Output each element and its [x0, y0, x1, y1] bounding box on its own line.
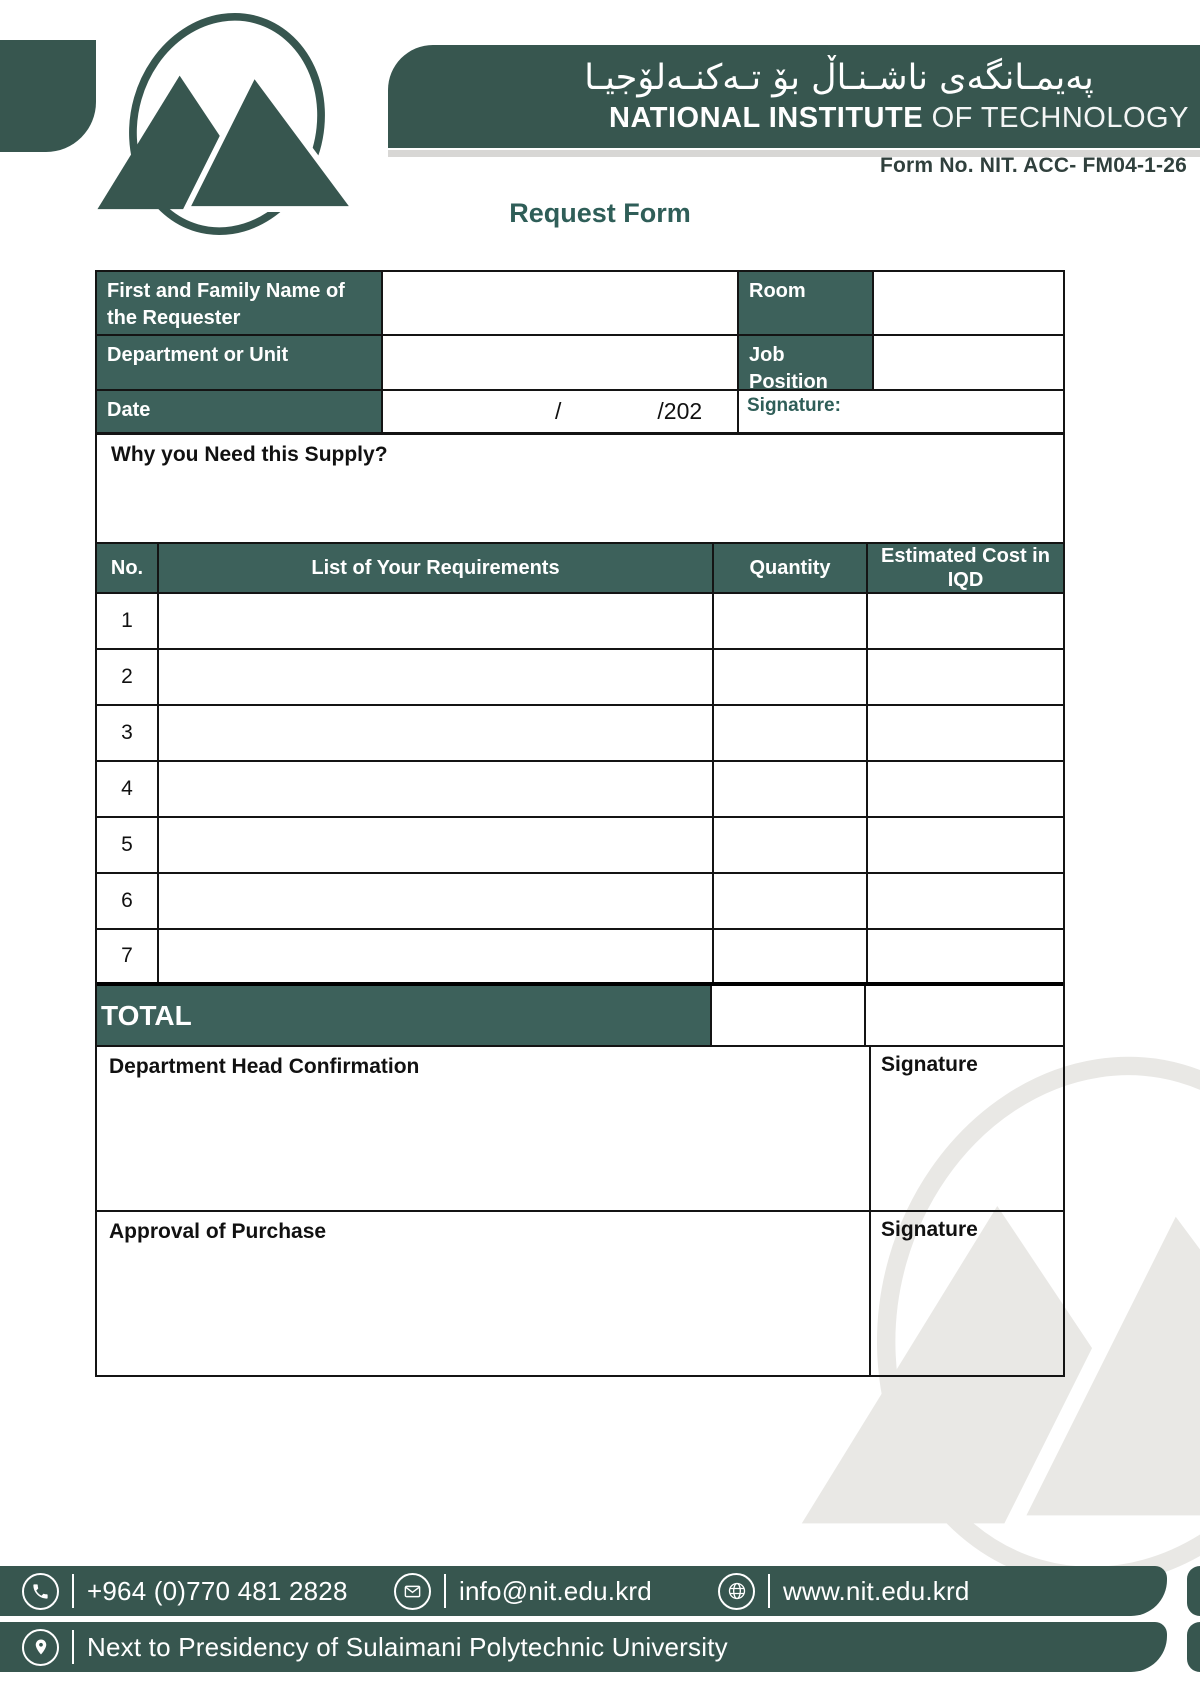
- cost-field: [868, 594, 1063, 648]
- quantity-field: [714, 930, 868, 982]
- requirement-row-3: [97, 706, 1063, 762]
- date-label: Date: [97, 391, 383, 432]
- footer-divider: [768, 1574, 770, 1608]
- globe-icon: [718, 1573, 755, 1610]
- requirement-row-4: [97, 762, 1063, 818]
- row-number: 6: [97, 874, 159, 928]
- requester-row: [97, 272, 1063, 336]
- footer-email-group: [394, 1566, 652, 1616]
- org-name-kurdish: پەیمـانگەی ناشـنـاڵ بۆ تـەکنـەلۆجیـا: [584, 58, 1094, 99]
- quantity-field: [714, 874, 868, 928]
- header-banner: [388, 45, 1200, 148]
- row-number: 4: [97, 762, 159, 816]
- room-label: Room: [739, 272, 874, 334]
- requirement-field: [159, 874, 714, 928]
- form-number: Form No. NIT. ACC- FM04-1-26: [879, 154, 1187, 177]
- footer-divider: [72, 1574, 74, 1608]
- requirement-row-7: [97, 930, 1063, 986]
- list-column-header: List of Your Requirements: [159, 544, 714, 592]
- department-field: [383, 336, 739, 389]
- room-field: [874, 272, 1063, 334]
- phone-icon: [22, 1573, 59, 1610]
- quantity-field: [714, 594, 868, 648]
- requester-signature-label: Signature:: [747, 395, 841, 416]
- quantity-field: [714, 818, 868, 872]
- org-name-english: [609, 102, 1189, 135]
- requirement-field: [159, 930, 714, 982]
- requirements-header-row: [97, 544, 1063, 594]
- row-number: 7: [97, 930, 159, 982]
- department-head-signature-cell: [871, 1047, 1063, 1210]
- requirement-row-2: [97, 650, 1063, 706]
- total-cost-field: [866, 986, 1063, 1045]
- org-name-english-light: OF TECHNOLOGY: [923, 101, 1189, 134]
- footer-edge-shape: [1187, 1622, 1200, 1672]
- footer-phone-group: [22, 1566, 348, 1616]
- cost-field: [868, 818, 1063, 872]
- requirement-field: [159, 594, 714, 648]
- quantity-column-header: Quantity: [714, 544, 868, 592]
- requirement-field: [159, 706, 714, 760]
- row-number: 3: [97, 706, 159, 760]
- footer-website-group: [718, 1566, 970, 1616]
- department-label: Department or Unit: [97, 336, 383, 389]
- row-number: 1: [97, 594, 159, 648]
- org-name-english-bold: NATIONAL INSTITUTE: [609, 101, 924, 134]
- requirement-row-5: [97, 818, 1063, 874]
- quantity-field: [714, 762, 868, 816]
- date-row: [97, 391, 1063, 435]
- approval-signature-label: Signature: [881, 1218, 978, 1241]
- total-label: TOTAL: [97, 986, 712, 1045]
- job-position-field: [874, 336, 1063, 389]
- cost-field: [868, 874, 1063, 928]
- page-title: Request Form: [509, 198, 691, 228]
- cost-field: [868, 706, 1063, 760]
- date-field: [383, 391, 739, 432]
- department-head-row: [97, 1047, 1063, 1212]
- request-form-table: [95, 270, 1065, 1377]
- approval-cell: [97, 1212, 871, 1375]
- requirement-field: [159, 762, 714, 816]
- requester-label: First and Family Name of the Requester: [97, 272, 383, 334]
- footer-email: info@nit.edu.krd: [459, 1575, 652, 1606]
- cost-column-header: Estimated Cost in IQD: [868, 544, 1063, 592]
- email-icon: [394, 1573, 431, 1610]
- footer-phone: +964 (0)770 481 2828: [87, 1575, 348, 1606]
- date-slash-day: /: [555, 398, 562, 424]
- quantity-field: [714, 706, 868, 760]
- requirement-row-1: [97, 594, 1063, 650]
- why-supply-row: [97, 435, 1063, 544]
- why-supply-label: Why you Need this Supply?: [111, 443, 388, 466]
- total-row: [97, 986, 1063, 1047]
- requirement-field: [159, 818, 714, 872]
- total-quantity-field: [712, 986, 866, 1045]
- approval-signature-cell: [871, 1212, 1063, 1375]
- cost-field: [868, 762, 1063, 816]
- location-pin-icon: [22, 1629, 59, 1666]
- department-row: [97, 336, 1063, 391]
- why-supply-field: [97, 435, 1063, 542]
- cost-field: [868, 650, 1063, 704]
- approval-row: [97, 1212, 1063, 1375]
- footer-address-group: [22, 1622, 728, 1672]
- requester-name-field: [383, 272, 739, 334]
- department-head-label: Department Head Confirmation: [109, 1055, 420, 1078]
- row-number: 2: [97, 650, 159, 704]
- footer-website: www.nit.edu.krd: [783, 1575, 970, 1606]
- requirement-field: [159, 650, 714, 704]
- footer-edge-shape: [1187, 1566, 1200, 1616]
- row-number: 5: [97, 818, 159, 872]
- requirement-row-6: [97, 874, 1063, 930]
- footer-divider: [444, 1574, 446, 1608]
- department-head-signature-label: Signature: [881, 1053, 978, 1076]
- footer-address-bar: [0, 1622, 1167, 1672]
- footer-address: Next to Presidency of Sulaimani Polytechnic University: [87, 1631, 728, 1662]
- footer-divider: [72, 1630, 74, 1664]
- no-column-header: No.: [97, 544, 159, 592]
- footer-contact-bar: [0, 1566, 1167, 1616]
- cost-field: [868, 930, 1063, 982]
- department-head-cell: [97, 1047, 871, 1210]
- date-slash-year: /202: [657, 398, 703, 424]
- job-position-label: Job Position: [739, 336, 874, 389]
- approval-label: Approval of Purchase: [109, 1220, 327, 1243]
- quantity-field: [714, 650, 868, 704]
